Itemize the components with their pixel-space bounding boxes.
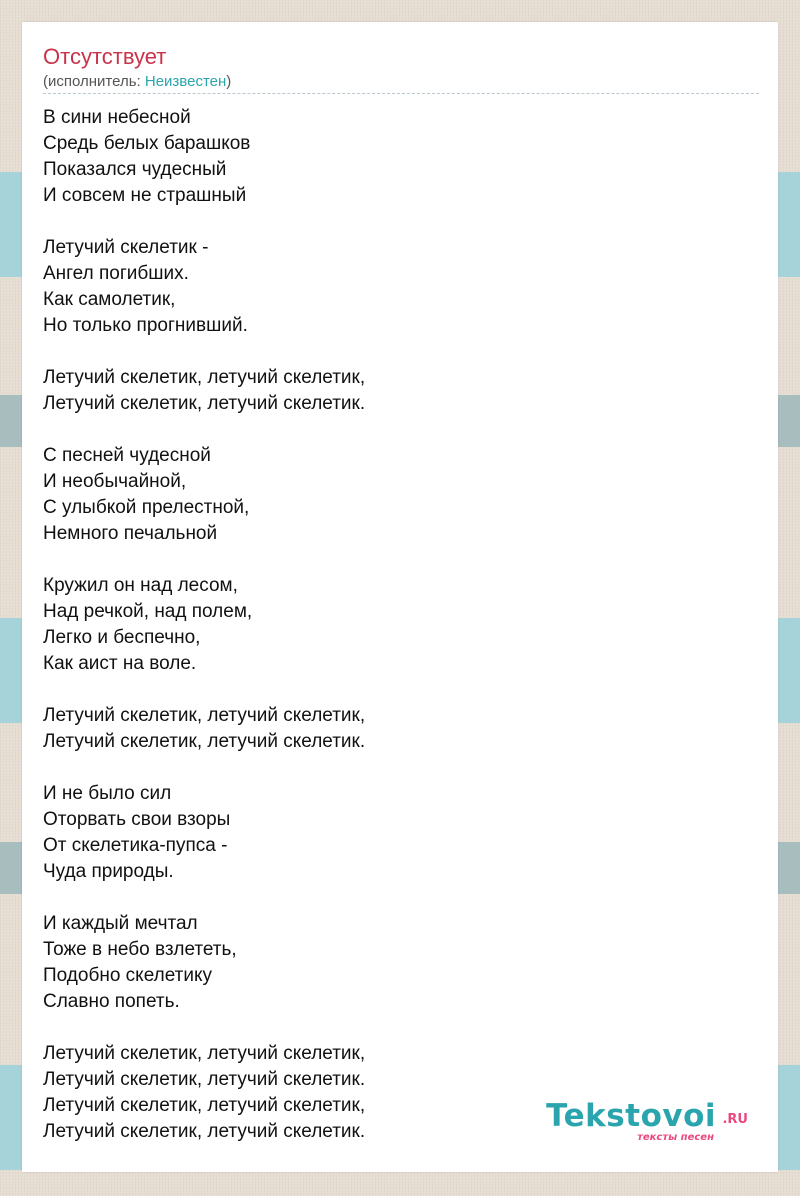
lyric-line: Тоже в небо взлететь, (43, 939, 237, 960)
artist-line (43, 73, 231, 91)
lyric-line: Немного печальной (43, 523, 218, 544)
artist-prefix: (исполнитель: (43, 73, 145, 90)
artist-suffix: ) (226, 73, 232, 90)
lyric-line: Славно попеть. (43, 991, 180, 1012)
lyric-line: И каждый мечтал (43, 913, 198, 934)
lyric-line: Средь белых барашков (43, 133, 251, 154)
lyric-line: Летучий скелетик, летучий скелетик. (43, 393, 366, 414)
lyric-line: Чуда природы. (43, 861, 174, 882)
lyric-line: И необычайной, (43, 471, 187, 492)
lyric-line: Летучий скелетик, летучий скелетик. (43, 1121, 366, 1142)
lyric-line: Показался чудесный (43, 159, 227, 180)
lyric-line: Легко и беспечно, (43, 627, 201, 648)
logo-tld: .RU (722, 1112, 748, 1127)
lyric-line: Летучий скелетик, летучий скелетик, (43, 705, 366, 726)
lyric-line: Как аист на воле. (43, 653, 197, 674)
lyric-line: В сини небесной (43, 107, 191, 128)
tekstovoi-logo[interactable] (538, 1099, 748, 1145)
logo-tagline: тексты песен (637, 1132, 714, 1143)
lyric-line: Летучий скелетик - (43, 237, 209, 258)
lyric-line (43, 209, 365, 235)
lyrics-text (43, 105, 365, 1145)
lyric-line: Кружил он над лесом, (43, 575, 238, 596)
lyric-line: И не было сил (43, 783, 172, 804)
lyric-line: От скелетика-пупса - (43, 835, 228, 856)
lyric-line: Летучий скелетик, летучий скелетик. (43, 731, 366, 752)
lyric-line (43, 755, 365, 781)
artist-link[interactable]: Неизвестен (144, 73, 227, 90)
lyric-line: Подобно скелетику (43, 965, 213, 986)
lyric-line: Ангел погибших. (43, 263, 189, 284)
lyric-line: Летучий скелетик, летучий скелетик, (43, 1095, 366, 1116)
title-divider (43, 93, 759, 94)
lyric-line: Оторвать свои взоры (43, 809, 231, 830)
lyric-line: Но только прогнивший. (43, 315, 248, 336)
lyrics-card (22, 22, 778, 1172)
lyric-line: Над речкой, над полем, (43, 601, 253, 622)
lyric-line (43, 1015, 365, 1041)
lyric-line (43, 339, 365, 365)
lyric-line: Летучий скелетик, летучий скелетик, (43, 367, 366, 388)
lyric-line (43, 677, 365, 703)
lyric-line (43, 547, 365, 573)
lyric-line: И совсем не страшный (43, 185, 247, 206)
lyric-line: С улыбкой прелестной, (43, 497, 250, 518)
lyric-line: Как самолетик, (43, 289, 176, 310)
song-title: Отсутствует (43, 44, 167, 69)
lyric-line: Летучий скелетик, летучий скелетик, (43, 1043, 366, 1064)
logo-name: Tekstovoi (546, 1098, 716, 1134)
lyric-line (43, 885, 365, 911)
lyric-line: С песней чудесной (43, 445, 211, 466)
lyric-line: Летучий скелетик, летучий скелетик. (43, 1069, 366, 1090)
lyric-line (43, 417, 365, 443)
